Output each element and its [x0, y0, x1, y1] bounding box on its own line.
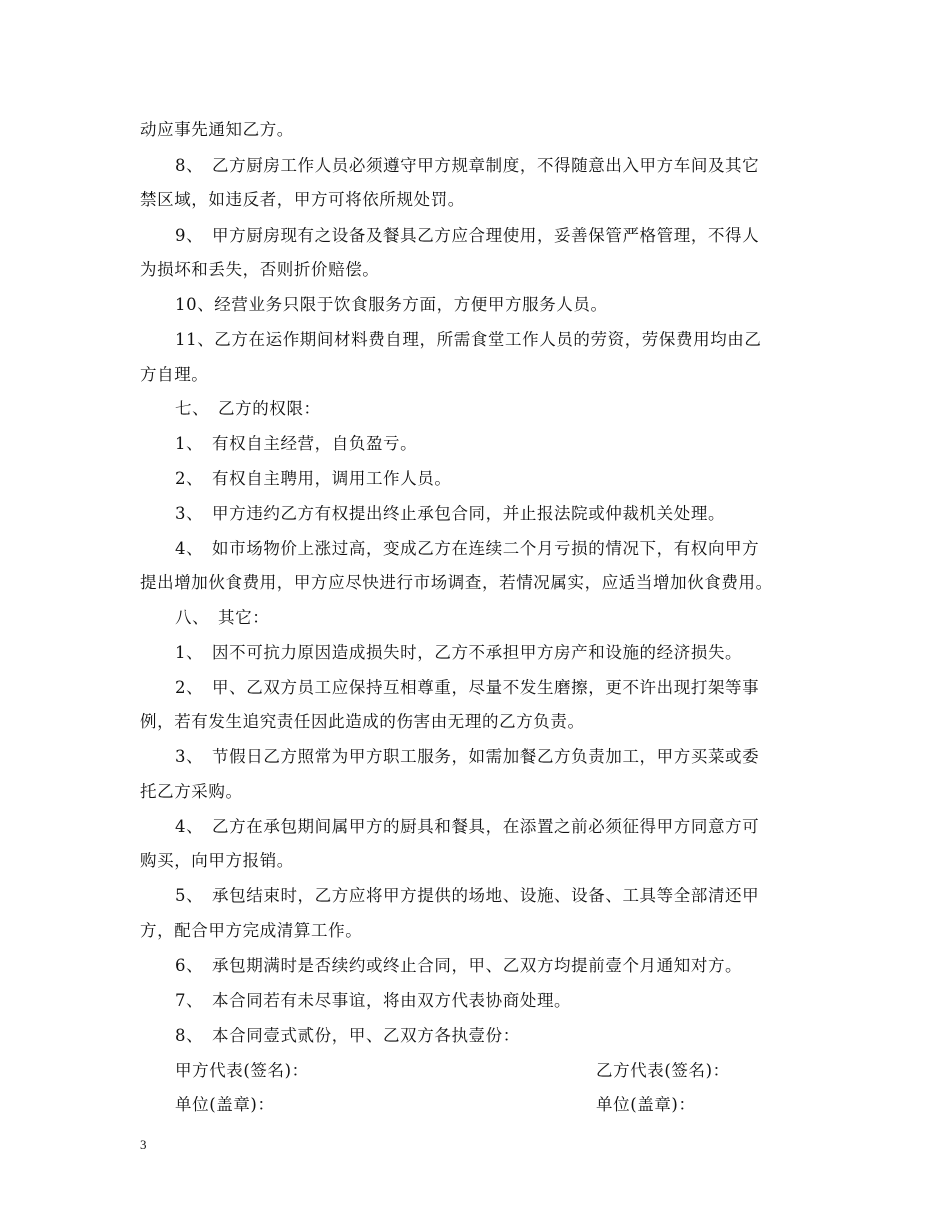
text-line: 11、乙方在运作期间材料费自理，所需食堂工作人员的劳资，劳保费用均由乙 — [175, 330, 762, 349]
text-line: 4、 如市场物价上涨过高，变成乙方在连续二个月亏损的情况下，有权向甲方 — [175, 539, 760, 558]
page-number: 3 — [140, 1137, 147, 1152]
text-line: 9、 甲方厨房现有之设备及餐具乙方应合理使用，妥善保管严格管理，不得人 — [175, 226, 760, 245]
section-heading: 八、 其它： — [175, 608, 270, 627]
text-line: 2、 甲、乙双方员工应保持互相尊重，尽量不发生磨擦，更不许出现打架等事 — [175, 678, 760, 697]
party-b-rep-label: 乙方代表(签名)： — [596, 1061, 730, 1080]
text-line: 3、 节假日乙方照常为甲方职工服务，如需加餐乙方负责加工，甲方买菜或委 — [175, 747, 760, 766]
text-line: 方自理。 — [140, 365, 209, 384]
text-line: 8、 乙方厨房工作人员必须遵守甲方规章制度，不得随意出入甲方车间及其它 — [175, 156, 760, 175]
text-line: 禁区域，如违反者，甲方可将依所规处罚。 — [140, 190, 465, 209]
text-line: 10、经营业务只限于饮食服务方面，方便甲方服务人员。 — [175, 295, 608, 314]
text-line: 8、 本合同壹式贰份，甲、乙双方各执壹份： — [175, 1026, 520, 1045]
text-line: 5、 承包结束时，乙方应将甲方提供的场地、设施、设备、工具等全部清还甲 — [175, 886, 760, 905]
section-heading: 七、 乙方的权限： — [175, 399, 321, 418]
party-a-unit-label: 单位(盖章)： — [175, 1095, 275, 1114]
party-a-rep-label: 甲方代表(签名)： — [175, 1061, 309, 1080]
text-line: 购买，向甲方报销。 — [140, 851, 294, 870]
text-line: 2、 有权自主聘用，调用工作人员。 — [175, 469, 452, 488]
text-line: 动应事先通知乙方。 — [140, 120, 294, 139]
text-line: 例，若有发生追究责任因此造成的伤害由无理的乙方负责。 — [140, 712, 585, 731]
text-line: 托乙方采购。 — [140, 782, 243, 801]
text-line: 为损坏和丢失，否则折价赔偿。 — [140, 260, 380, 279]
text-line: 4、 乙方在承包期间属甲方的厨具和餐具，在添置之前必须征得甲方同意方可 — [175, 817, 760, 836]
text-line: 方，配合甲方完成清算工作。 — [140, 921, 363, 940]
text-line: 7、 本合同若有未尽事谊，将由双方代表协商处理。 — [175, 991, 572, 1010]
text-line: 3、 甲方违约乙方有权提出终止承包合同，并止报法院或仲裁机关处理。 — [175, 504, 726, 523]
text-line: 1、 有权自主经营，自负盈亏。 — [175, 434, 418, 453]
text-line: 6、 承包期满时是否续约或终止合同，甲、乙双方均提前壹个月通知对方。 — [175, 956, 743, 975]
text-line: 1、 因不可抗力原因造成损失时，乙方不承担甲方房产和设施的经济损失。 — [175, 643, 743, 662]
text-line: 提出增加伙食费用，甲方应尽快进行市场调查，若情况属实，应适当增加伙食费用。 — [140, 573, 773, 592]
party-b-unit-label: 单位(盖章)： — [596, 1095, 696, 1114]
